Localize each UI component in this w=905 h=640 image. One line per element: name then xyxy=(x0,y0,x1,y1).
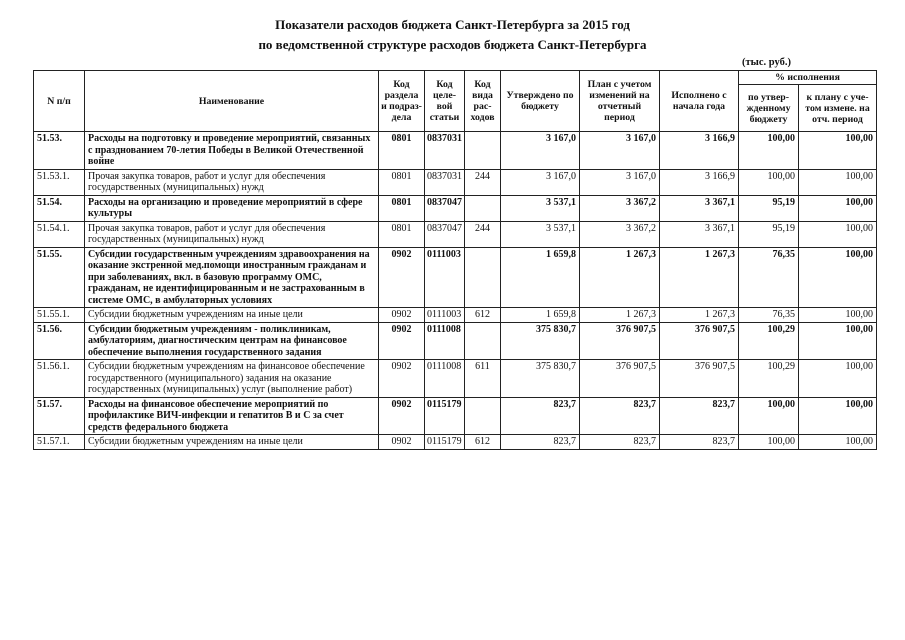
row-executed: 823,7 xyxy=(660,397,739,435)
row-type xyxy=(465,132,501,170)
row-type: 611 xyxy=(465,360,501,398)
row-name: Субсидии бюджетным учреждениям - поликлиникам, амбулаториям, диагностическим центрам на финансовое обеспечение выполнения государственного задания xyxy=(85,322,379,360)
row-pct-plan: 100,00 xyxy=(799,221,877,247)
row-num: 51.57.1. xyxy=(34,435,85,450)
row-type xyxy=(465,195,501,221)
col-pct-plan-header: к плану с уче-том измене. на отч. период xyxy=(799,85,877,132)
row-name: Субсидии бюджетным учреждениям на финансовое обеспечение государственного (муниципального) задания на оказание государственных (муниципальных) услуг (выполнение работ) xyxy=(85,360,379,398)
row-section: 0902 xyxy=(379,360,425,398)
row-type: 612 xyxy=(465,308,501,323)
row-pct-approved: 100,00 xyxy=(739,435,799,450)
row-section: 0902 xyxy=(379,322,425,360)
table-row xyxy=(34,397,877,435)
row-name: Субсидии государственным учреждениям здравоохранения на оказание экстренной мед.помощи иностранным гражданам и при заболеваниях, вкл. в базовую программу ОМС, гражданам, не идентифицированным и не застрахованным в системе ОМС, в амбулаторных условиях xyxy=(85,247,379,308)
row-article: 0115179 xyxy=(425,435,465,450)
document-title-line2: по ведомственной структуре расходов бюджета Санкт-Петербурга xyxy=(258,37,647,52)
row-pct-approved: 100,29 xyxy=(739,322,799,360)
row-num: 51.53.1. xyxy=(34,169,85,195)
table-row xyxy=(34,435,877,450)
row-plan: 823,7 xyxy=(580,397,660,435)
col-plan-header: План с учетом изменений на отчетный период xyxy=(580,71,660,132)
row-approved: 1 659,8 xyxy=(501,308,580,323)
row-pct-approved: 76,35 xyxy=(739,247,799,308)
row-pct-plan: 100,00 xyxy=(799,132,877,170)
row-plan: 3 167,0 xyxy=(580,169,660,195)
row-section: 0801 xyxy=(379,195,425,221)
row-pct-plan: 100,00 xyxy=(799,308,877,323)
unit-label: (тыс. руб.) xyxy=(742,57,791,68)
col-pct-approved-header: по утвер-жденному бюджету xyxy=(739,85,799,132)
row-article: 0111008 xyxy=(425,360,465,398)
row-pct-approved: 95,19 xyxy=(739,195,799,221)
col-section-header: Код раздела и подраз-дела xyxy=(379,71,425,132)
row-pct-plan: 100,00 xyxy=(799,435,877,450)
col-percent-group-header: % исполнения xyxy=(739,71,877,85)
table-row xyxy=(34,322,877,360)
table-row xyxy=(34,360,877,398)
row-pct-plan: 100,00 xyxy=(799,195,877,221)
row-type: 612 xyxy=(465,435,501,450)
row-approved: 375 830,7 xyxy=(501,360,580,398)
table-row xyxy=(34,308,877,323)
row-article: 0115179 xyxy=(425,397,465,435)
row-name: Прочая закупка товаров, работ и услуг для обеспечения государственных (муниципальных) нужд xyxy=(85,169,379,195)
row-pct-plan: 100,00 xyxy=(799,169,877,195)
row-section: 0902 xyxy=(379,247,425,308)
row-type xyxy=(465,247,501,308)
row-executed: 3 166,9 xyxy=(660,169,739,195)
row-article: 0111003 xyxy=(425,308,465,323)
row-pct-plan: 100,00 xyxy=(799,322,877,360)
col-approved-header: Утверждено по бюджету xyxy=(501,71,580,132)
row-article: 0111003 xyxy=(425,247,465,308)
row-type xyxy=(465,322,501,360)
row-pct-approved: 100,00 xyxy=(739,397,799,435)
row-pct-plan: 100,00 xyxy=(799,247,877,308)
row-name: Расходы на финансовое обеспечение мероприятий по профилактике ВИЧ-инфекции и гепатитов В и С за счет средств федерального бюджета xyxy=(85,397,379,435)
row-approved: 3 537,1 xyxy=(501,195,580,221)
row-name: Субсидии бюджетным учреждениям на иные цели xyxy=(85,308,379,323)
row-plan: 823,7 xyxy=(580,435,660,450)
row-num: 51.53. xyxy=(34,132,85,170)
row-name: Расходы на организацию и проведение мероприятий в сфере культуры xyxy=(85,195,379,221)
row-section: 0902 xyxy=(379,308,425,323)
col-num-header: N п/п xyxy=(34,71,85,132)
row-plan: 1 267,3 xyxy=(580,247,660,308)
row-name: Расходы на подготовку и проведение мероприятий, связанных с празднованием 70-летия Победы в Великой Отечественной войне xyxy=(85,132,379,170)
row-approved: 823,7 xyxy=(501,435,580,450)
row-plan: 376 907,5 xyxy=(580,360,660,398)
row-article: 0837031 xyxy=(425,169,465,195)
row-num: 51.57. xyxy=(34,397,85,435)
row-num: 51.55.1. xyxy=(34,308,85,323)
row-name: Прочая закупка товаров, работ и услуг для обеспечения государственных (муниципальных) нужд xyxy=(85,221,379,247)
row-num: 51.54. xyxy=(34,195,85,221)
row-executed: 376 907,5 xyxy=(660,360,739,398)
row-plan: 3 367,2 xyxy=(580,221,660,247)
row-approved: 3 537,1 xyxy=(501,221,580,247)
row-plan: 376 907,5 xyxy=(580,322,660,360)
row-section: 0801 xyxy=(379,221,425,247)
row-section: 0902 xyxy=(379,397,425,435)
row-approved: 1 659,8 xyxy=(501,247,580,308)
row-article: 0837047 xyxy=(425,221,465,247)
row-type: 244 xyxy=(465,221,501,247)
row-approved: 3 167,0 xyxy=(501,132,580,170)
row-section: 0801 xyxy=(379,169,425,195)
row-num: 51.55. xyxy=(34,247,85,308)
table-row xyxy=(34,195,877,221)
col-article-header: Код целе-вой статьи xyxy=(425,71,465,132)
row-executed: 1 267,3 xyxy=(660,308,739,323)
table-row xyxy=(34,221,877,247)
row-type xyxy=(465,397,501,435)
document-title-line1: Показатели расходов бюджета Санкт-Петербурга за 2015 год xyxy=(275,17,630,32)
row-num: 51.56.1. xyxy=(34,360,85,398)
row-pct-approved: 95,19 xyxy=(739,221,799,247)
budget-table xyxy=(33,70,877,450)
row-approved: 823,7 xyxy=(501,397,580,435)
row-executed: 1 267,3 xyxy=(660,247,739,308)
row-num: 51.56. xyxy=(34,322,85,360)
row-pct-plan: 100,00 xyxy=(799,360,877,398)
row-num: 51.54.1. xyxy=(34,221,85,247)
row-pct-approved: 100,00 xyxy=(739,132,799,170)
row-article: 0837047 xyxy=(425,195,465,221)
row-plan: 1 267,3 xyxy=(580,308,660,323)
row-pct-approved: 100,29 xyxy=(739,360,799,398)
row-executed: 823,7 xyxy=(660,435,739,450)
row-name: Субсидии бюджетным учреждениям на иные цели xyxy=(85,435,379,450)
row-executed: 376 907,5 xyxy=(660,322,739,360)
table-row xyxy=(34,247,877,308)
row-section: 0902 xyxy=(379,435,425,450)
row-approved: 375 830,7 xyxy=(501,322,580,360)
row-executed: 3 367,1 xyxy=(660,195,739,221)
col-type-header: Код вида рас-ходов xyxy=(465,71,501,132)
table-row xyxy=(34,132,877,170)
row-article: 0111008 xyxy=(425,322,465,360)
row-section: 0801 xyxy=(379,132,425,170)
row-plan: 3 367,2 xyxy=(580,195,660,221)
row-executed: 3 367,1 xyxy=(660,221,739,247)
row-article: 0837031 xyxy=(425,132,465,170)
col-name-header: Наименование xyxy=(85,71,379,132)
row-pct-approved: 76,35 xyxy=(739,308,799,323)
col-executed-header: Исполнено с начала года xyxy=(660,71,739,132)
row-executed: 3 166,9 xyxy=(660,132,739,170)
table-body xyxy=(34,132,877,450)
row-approved: 3 167,0 xyxy=(501,169,580,195)
row-plan: 3 167,0 xyxy=(580,132,660,170)
row-pct-approved: 100,00 xyxy=(739,169,799,195)
table-row xyxy=(34,169,877,195)
row-type: 244 xyxy=(465,169,501,195)
row-pct-plan: 100,00 xyxy=(799,397,877,435)
